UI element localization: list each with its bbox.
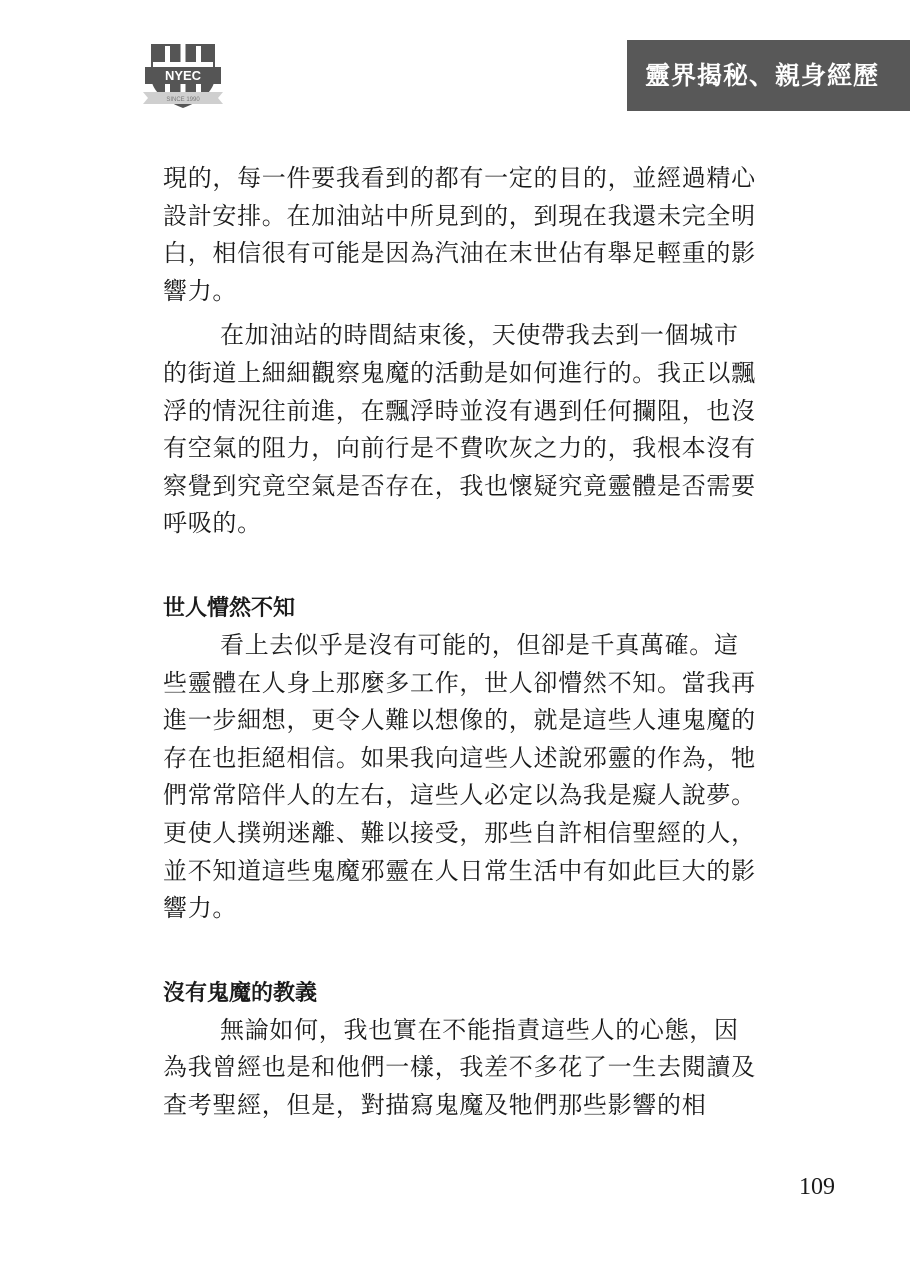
page-body (163, 160, 763, 1124)
paragraph-1: 現的，每一件要我看到的都有一定的目的，並經過精心設計安排。在加油站中所見到的，到現在我還未完全明白，相信很有可能是因為汽油在末世佔有舉足輕重的影響力。 (163, 164, 756, 305)
nyec-logo (143, 34, 223, 110)
nyec-shield-logo-icon (143, 34, 223, 110)
chapter-title-tab: 靈界揭秘、親身經歷 (627, 40, 910, 111)
logo-subtext: SINCE 1990 (166, 97, 200, 103)
section-heading: 世人懵然不知 (163, 595, 296, 621)
paragraph-2: 在加油站的時間結束後，天使帶我去到一個城市的街道上細細觀察鬼魔的活動是如何進行的。我正以飄浮的情況往前進，在飄浮時並沒有遇到任何攔阻，也沒有空氣的阻力，向前行是不費吹灰之力的，我根本沒有察覺到究竟空氣是否存在，我也懷疑究竟靈體是否需要呼吸的。 (163, 321, 756, 538)
section-1-paragraph-1: 看上去似乎是沒有可能的，但卻是千真萬確。這些靈體在人身上那麼多工作，世人卻懵然不知。當我再進一步細想，更令人難以想像的，就是這些人連鬼魔的存在也拒絕相信。如果我向這些人述說邪靈的作為，牠們常常陪伴人的左右，這些人必定以為我是癡人說夢。更使人撲朔迷離、難以接受，那些自許相信聖經的人，並不知道這些鬼魔邪靈在人日常生活中有如此巨大的影響力。 (163, 630, 756, 923)
section-heading: 沒有鬼魔的教義 (163, 980, 318, 1006)
section-2-paragraph-1: 無論如何，我也實在不能指責這些人的心態，因為我曾經也是和他們一樣，我差不多花了一生去閱讀及查考聖經，但是，對描寫鬼魔及牠們那些影響的相 (163, 1015, 756, 1119)
logo-text: NYEC (164, 68, 202, 83)
page-number: 109 (799, 1174, 835, 1200)
